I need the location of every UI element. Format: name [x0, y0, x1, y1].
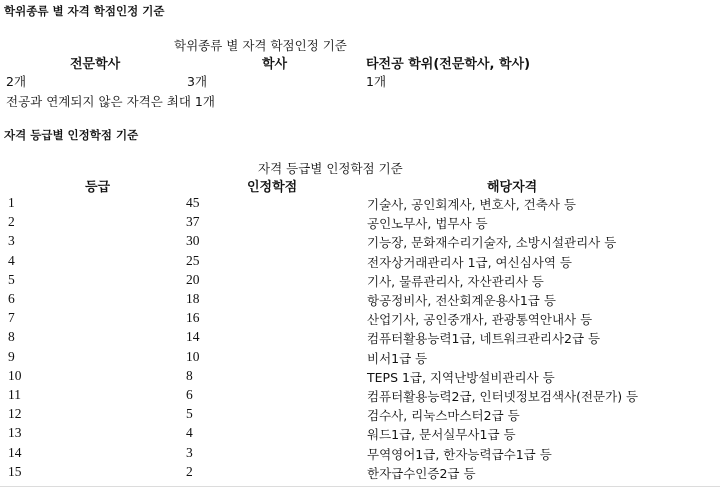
grade-cell: 9: [8, 348, 15, 364]
grade-cell: 10: [8, 367, 22, 383]
table-row: [0, 291, 720, 309]
credit-cell: 18: [186, 291, 200, 306]
credit-cell: 8: [186, 367, 193, 383]
grade-cell: 11: [8, 387, 21, 402]
grade-cell: 15: [8, 463, 22, 479]
qualification-cell: 기술사, 공인회계사, 변호사, 건축사 등: [367, 197, 576, 212]
qualification-cell: 기능장, 문화재수리기술자, 소방시설관리사 등: [367, 235, 617, 251]
header-associate: 전문학사: [70, 57, 121, 72]
credit-cell: 45: [186, 195, 200, 210]
qualification-cell: 워드1급, 문서실무사1급 등: [367, 427, 516, 443]
grade-cell: 6: [8, 291, 15, 306]
section1-note: 전공과 연계되지 않은 자격은 최대 1개: [6, 94, 215, 109]
table-row: [0, 310, 720, 328]
table-row: [0, 445, 720, 463]
qualification-cell: 컴퓨터활용능력1급, 네트워크관리사2급 등: [367, 331, 601, 347]
value-other-major: 1개: [366, 74, 387, 89]
credit-cell: 5: [186, 406, 193, 422]
credit-cell: 2: [186, 463, 193, 479]
table-row: [0, 425, 720, 443]
qualification-cell: 공인노무사, 법무사 등: [367, 216, 488, 232]
value-bachelor: 3개: [187, 74, 208, 89]
table-row: [0, 368, 720, 386]
credit-cell: 20: [186, 271, 200, 287]
credit-cell: 37: [186, 214, 200, 230]
header-grade: 등급: [85, 180, 111, 195]
grade-cell: 1: [8, 195, 15, 210]
qualification-cell: TEPS 1급, 지역난방설비관리사 등: [367, 369, 555, 385]
header-other-major: 타전공 학위(전문학사, 학사): [366, 57, 531, 72]
qualification-cell: 검수사, 리눅스마스터2급 등: [367, 408, 520, 424]
grade-cell: 5: [8, 271, 15, 287]
table-row: [0, 233, 720, 251]
section1-heading: 학위종류 별 자격 학점인정 기준: [4, 4, 165, 18]
credit-cell: 30: [186, 233, 200, 249]
qualification-cell: 컴퓨터활용능력2급, 인터넷정보검색사(전문가) 등: [367, 389, 639, 404]
table-row: [0, 195, 720, 213]
grade-cell: 13: [8, 425, 22, 441]
qualification-cell: 한자급수인증2급 등: [367, 465, 476, 481]
header-credit: 인정학점: [247, 180, 298, 195]
table-row: [0, 214, 720, 232]
credit-cell: 10: [186, 348, 200, 364]
table-row: [0, 272, 720, 290]
credit-cell: 16: [186, 310, 200, 326]
grade-cell: 4: [8, 252, 15, 268]
header-qualification: 해당자격: [487, 180, 538, 195]
qualification-cell: 기사, 물류관리사, 자산관리사 등: [367, 273, 544, 289]
grade-cell: 14: [8, 444, 22, 460]
qualification-cell: 비서1급 등: [367, 350, 428, 366]
header-bachelor: 학사: [262, 57, 288, 72]
qualification-cell: 전자상거래관리사 1급, 여신심사역 등: [367, 254, 572, 270]
grade-cell: 12: [8, 406, 22, 422]
qualification-cell: 항공정비사, 전산회계운용사1급 등: [367, 293, 556, 308]
grade-cell: 8: [8, 329, 15, 345]
table-row: [0, 253, 720, 271]
value-associate: 2개: [6, 74, 27, 89]
section2-heading: 자격 등급별 인정학점 기준: [4, 128, 139, 142]
table-row: [0, 406, 720, 424]
qualification-cell: 무역영어1급, 한자능력급수1급 등: [367, 446, 552, 462]
credit-cell: 14: [186, 329, 200, 345]
grade-cell: 7: [8, 310, 15, 326]
table-row: [0, 329, 720, 347]
credit-cell: 3: [186, 444, 193, 460]
table-row: [0, 349, 720, 367]
credit-cell: 25: [186, 252, 200, 268]
credit-cell: 4: [186, 425, 193, 441]
section2-caption: 자격 등급별 인정학점 기준: [258, 161, 403, 176]
credit-cell: 6: [186, 387, 193, 402]
qualification-cell: 산업기사, 공인중개사, 관광통역안내사 등: [367, 312, 593, 328]
grade-cell: 3: [8, 233, 15, 249]
grade-cell: 2: [8, 214, 15, 230]
table-row: [0, 464, 720, 482]
table-row: [0, 387, 720, 405]
section1-caption: 학위종류 별 자격 학점인정 기준: [174, 38, 347, 53]
